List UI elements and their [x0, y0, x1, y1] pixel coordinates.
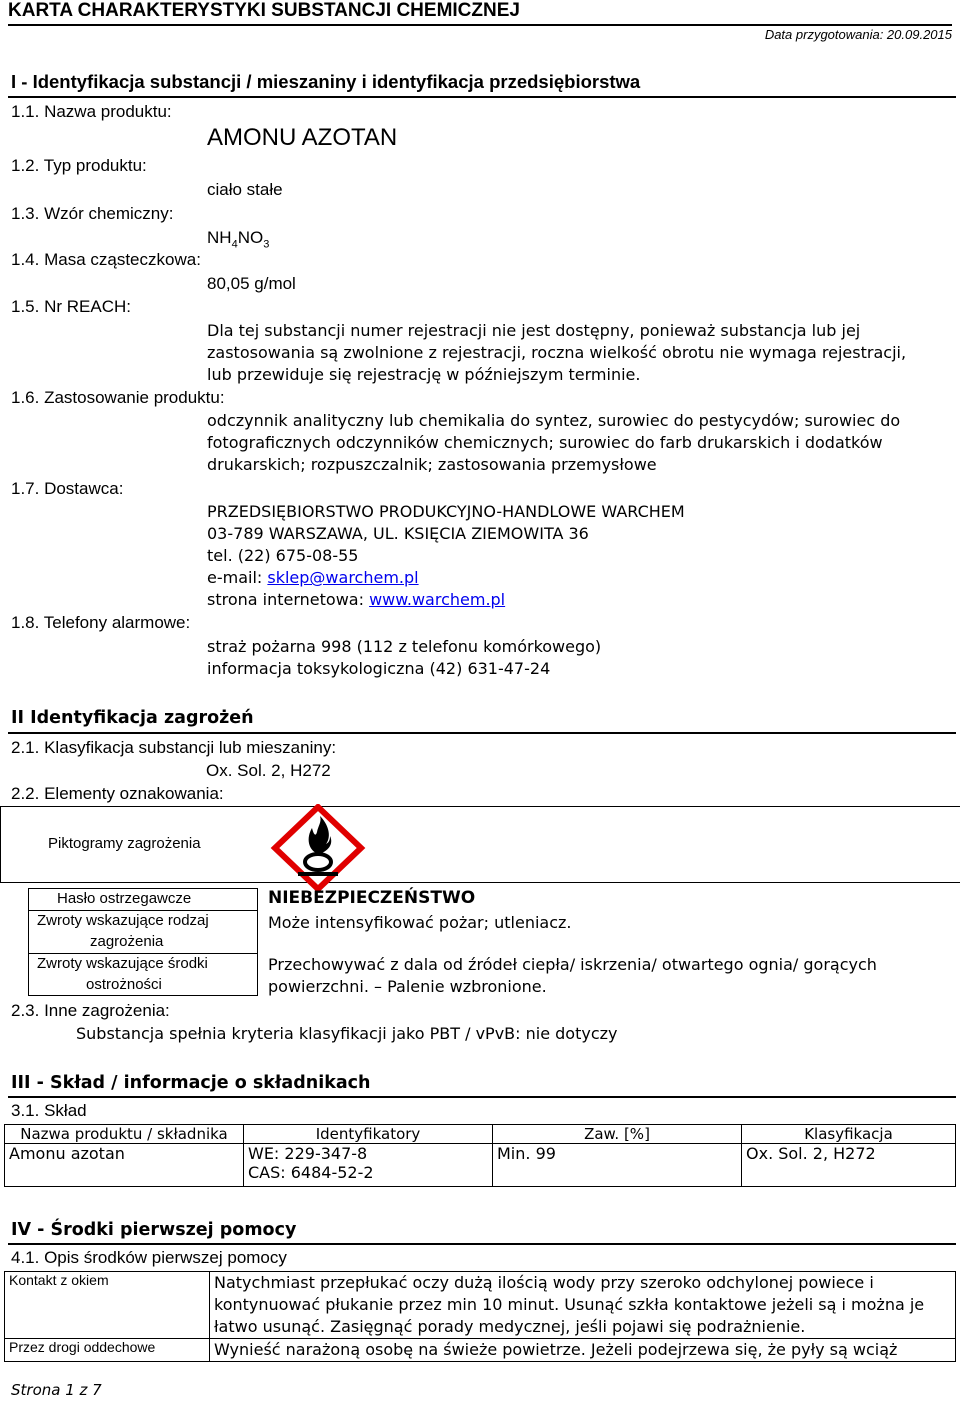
reach-text-line: Dla tej substancji numer rejestracji nie jest dostępny, ponieważ substancja lub jej	[207, 321, 861, 340]
pictogram-rule-top	[0, 806, 960, 807]
product-type-value: ciało stałe	[207, 180, 283, 199]
supplier-name: PRZEDSIĘBIORSTWO PRODUKCYJNO-HANDLOWE WARCHEM	[207, 502, 685, 521]
first-aid-route: Kontakt z okiem	[5, 1272, 210, 1339]
table-row	[5, 1272, 956, 1339]
molar-mass-label: 1.4. Masa cząsteczkowa:	[11, 250, 201, 269]
product-type-label: 1.2. Typ produktu:	[11, 156, 147, 175]
column-header: Nazwa produktu / składnika	[5, 1125, 244, 1144]
section-3-underline	[8, 1096, 956, 1098]
hazard-statements-label: zagrożenia	[90, 933, 164, 950]
formula-value: $NH_4NO_3$	[207, 228, 270, 251]
supplier-website-link[interactable]: www.warchem.pl	[369, 590, 506, 609]
product-name-label: 1.1. Nazwa produktu:	[11, 102, 172, 121]
reach-text-line: lub przewiduje się rejestrację w późniejszym terminie.	[207, 365, 641, 384]
document-title: KARTA CHARAKTERYSTYKI SUBSTANCJI CHEMICZNEJ	[8, 0, 520, 21]
product-name-value: AMONU AZOTAN	[207, 124, 398, 151]
hazard-statements-value: Może intensyfikować pożar; utleniacz.	[268, 913, 572, 932]
label-box-frame	[28, 888, 258, 996]
reach-text-line: zastosowania są zwolnione z rejestracji, roczna wielkość obrotu nie wymaga rejestracji,	[207, 343, 907, 362]
substance-content: Min. 99	[493, 1144, 742, 1187]
product-use-line: fotograficznych odczynników chemicznych; surowiec do farb drukarskich i dodatków	[207, 433, 883, 452]
section-1-underline	[8, 96, 956, 98]
precautionary-statements-label: ostrożności	[86, 976, 162, 993]
ghs03-oxidizer-icon	[270, 804, 366, 892]
substance-name: Amonu azotan	[5, 1144, 244, 1187]
emergency-phone-line: informacja toksykologiczna (42) 631-47-24	[207, 659, 551, 678]
supplier-email-link[interactable]: sklep@warchem.pl	[267, 568, 419, 587]
table-row	[5, 1339, 956, 1362]
reach-label: 1.5. Nr REACH:	[11, 297, 131, 316]
supplier-address: 03-789 WARSZAWA, UL. KSIĘCIA ZIEMOWITA 36	[207, 524, 589, 543]
composition-subheading: 3.1. Skład	[11, 1101, 87, 1120]
product-use-line: drukarskich; rozpuszczalnik; zastosowania przemysłowe	[207, 455, 657, 474]
signal-word-value: NIEBEZPIECZEŃSTWO	[268, 888, 476, 908]
composition-table	[4, 1124, 956, 1187]
section-1-heading: I - Identyfikacja substancji / mieszaniny i identyfikacja przedsiębiorstwa	[11, 71, 641, 92]
other-hazards-value: Substancja spełnia kryteria klasyfikacji jako PBT / vPvB: nie dotyczy	[76, 1024, 618, 1043]
first-aid-instructions: Natychmiast przepłukać oczy dużą ilością wody przy szeroko odchylonej powiece i kontynuować płukanie przez min 10 minut. Usunąć szkła kontaktowe jeżeli są i można je łatwo usunąć. Zasięgnąć porady medycznej, jeśli pojawi się podrażnienie.	[210, 1272, 956, 1339]
formula-label: 1.3. Wzór chemiczny:	[11, 204, 174, 223]
supplier-label: 1.7. Dostawca:	[11, 479, 124, 498]
table-row	[5, 1144, 956, 1187]
signal-word-label: Hasło ostrzegawcze	[57, 890, 192, 907]
section-4-underline	[8, 1243, 956, 1245]
precautionary-statements-value: powierzchni. – Palenie wzbronione.	[268, 977, 547, 996]
supplier-phone: tel. (22) 675-08-55	[207, 546, 359, 565]
product-use-line: odczynnik analityczny lub chemikalia do syntez, surowiec do pestycydów; surowiec do	[207, 411, 901, 430]
hazard-statements-label: Zwroty wskazujące rodzaj	[37, 912, 209, 929]
section-2-underline	[8, 732, 956, 734]
header-divider	[8, 24, 952, 26]
first-aid-subheading: 4.1. Opis środków pierwszej pomocy	[11, 1248, 287, 1267]
emergency-phone-line: straż pożarna 998 (112 z telefonu komórkowego)	[207, 637, 602, 656]
pictogram-rule-bottom	[0, 882, 960, 883]
page-number: Strona 1 z 7	[11, 1381, 102, 1399]
classification-value: Ox. Sol. 2, H272	[206, 761, 331, 780]
product-use-label: 1.6. Zastosowanie produktu:	[11, 388, 225, 407]
first-aid-instructions: Wynieść narażoną osobę na świeże powietrze. Jeżeli podejrzewa się, że pyły są wciąż	[210, 1339, 956, 1362]
section-4-heading: IV - Środki pierwszej pomocy	[11, 1220, 297, 1240]
column-header: Klasyfikacja	[742, 1125, 956, 1144]
other-hazards-label: 2.3. Inne zagrożenia:	[11, 1001, 170, 1020]
preparation-date: Data przygotowania: 20.09.2015	[764, 27, 952, 42]
supplier-email-line: e-mail: sklep@warchem.pl	[207, 568, 419, 587]
molar-mass-value: 80,05 g/mol	[207, 274, 296, 293]
substance-classification: Ox. Sol. 2, H272	[742, 1144, 956, 1187]
column-header: Zaw. [%]	[493, 1125, 742, 1144]
emergency-phones-label: 1.8. Telefony alarmowe:	[11, 613, 191, 632]
classification-label: 2.1. Klasyfikacja substancji lub mieszaniny:	[11, 738, 337, 757]
table-header-row	[5, 1125, 956, 1144]
label-elements-label: 2.2. Elementy oznakowania:	[11, 784, 224, 803]
section-2-heading: II Identyfikacja zagrożeń	[11, 708, 254, 728]
substance-identifiers: WE: 229-347-8 CAS: 6484-52-2	[244, 1144, 493, 1187]
precautionary-statements-label: Zwroty wskazujące środki	[37, 955, 208, 972]
precautionary-statements-value: Przechowywać z dala od źródeł ciepła/ iskrzenia/ otwartego ognia/ gorących	[268, 955, 877, 974]
first-aid-table	[4, 1271, 956, 1362]
pictogram-label: Piktogramy zagrożenia	[48, 835, 201, 852]
section-3-heading: III - Skład / informacje o składnikach	[11, 1073, 371, 1093]
pictogram-rule-left	[0, 806, 1, 883]
column-header: Identyfikatory	[244, 1125, 493, 1144]
first-aid-route: Przez drogi oddechowe	[5, 1339, 210, 1362]
supplier-website-line: strona internetowa: www.warchem.pl	[207, 590, 506, 609]
